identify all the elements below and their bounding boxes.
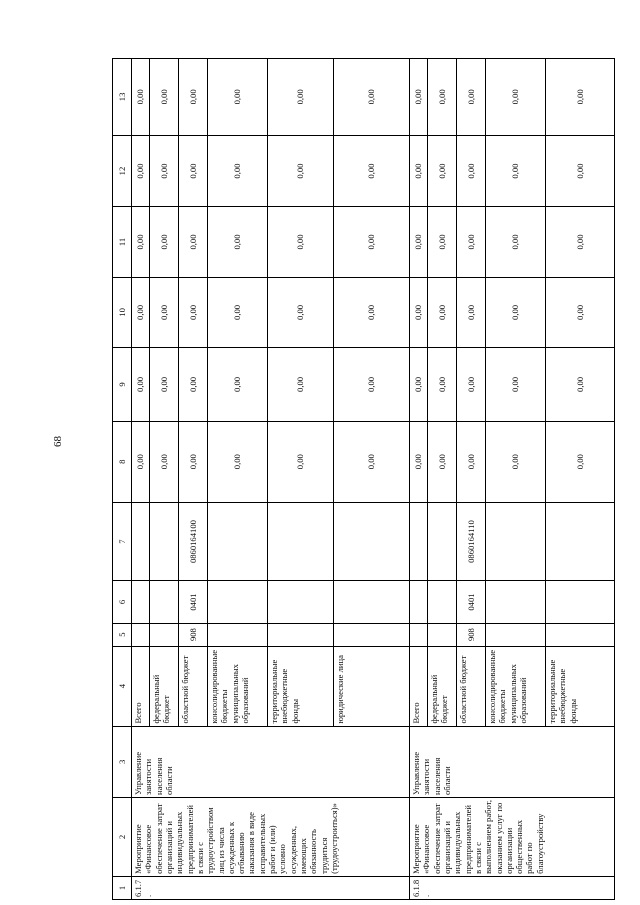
header-cell: 9 bbox=[113, 348, 132, 422]
code-cell bbox=[268, 502, 334, 581]
item-number-cell: 6.1.8. bbox=[410, 876, 615, 899]
value-cell: 0,00 bbox=[208, 59, 268, 136]
code-cell bbox=[428, 623, 457, 646]
code-cell: 908 bbox=[179, 623, 208, 646]
value-cell: 0,00 bbox=[486, 207, 546, 277]
value-cell: 0,00 bbox=[132, 421, 150, 502]
value-cell: 0,00 bbox=[150, 59, 179, 136]
value-cell: 0,00 bbox=[334, 59, 410, 136]
value-cell: 0,00 bbox=[268, 59, 334, 136]
value-cell: 0,00 bbox=[208, 135, 268, 206]
value-cell: 0,00 bbox=[179, 207, 208, 277]
value-cell: 0,00 bbox=[150, 207, 179, 277]
value-cell: 0,00 bbox=[179, 421, 208, 502]
code-cell bbox=[546, 502, 615, 581]
header-cell: 11 bbox=[113, 207, 132, 277]
code-cell bbox=[268, 623, 334, 646]
value-cell: 0,00 bbox=[334, 421, 410, 502]
value-cell: 0,00 bbox=[410, 277, 428, 347]
activity-name-cell: Мероприятие «Финансовое обеспечение затрат организаций и индивидуальных предпринимателей в связи с выполнением работ, оказанием услуг по организации общественных работ по благоустройству bbox=[410, 798, 615, 877]
code-cell bbox=[150, 623, 179, 646]
value-cell: 0,00 bbox=[268, 135, 334, 206]
funding-source-cell: федеральный бюджет bbox=[150, 646, 179, 726]
value-cell: 0,00 bbox=[486, 277, 546, 347]
code-cell bbox=[208, 502, 268, 581]
funding-source-cell: консолидированные бюджеты муниципальных образований bbox=[208, 646, 268, 726]
code-cell bbox=[486, 581, 546, 623]
value-cell: 0,00 bbox=[428, 207, 457, 277]
header-cell: 13 bbox=[113, 59, 132, 136]
code-cell bbox=[410, 581, 428, 623]
code-cell bbox=[410, 623, 428, 646]
value-cell: 0,00 bbox=[179, 135, 208, 206]
value-cell: 0,00 bbox=[132, 207, 150, 277]
value-cell: 0,00 bbox=[132, 277, 150, 347]
value-cell: 0,00 bbox=[268, 277, 334, 347]
rotated-table-wrapper bbox=[112, 58, 586, 900]
code-cell bbox=[132, 502, 150, 581]
value-cell: 0,00 bbox=[132, 135, 150, 206]
code-cell bbox=[132, 623, 150, 646]
executor-cell: Управление занятости населения области bbox=[410, 726, 615, 797]
code-cell: 908 bbox=[457, 623, 486, 646]
funding-source-cell: юридические лица bbox=[334, 646, 410, 726]
value-cell: 0,00 bbox=[410, 207, 428, 277]
funding-source-cell: областной бюджет bbox=[179, 646, 208, 726]
funding-source-cell: территориальные внебюджетные фонды bbox=[546, 646, 615, 726]
header-cell: 4 bbox=[113, 646, 132, 726]
value-cell: 0,00 bbox=[486, 421, 546, 502]
code-cell bbox=[486, 502, 546, 581]
value-cell: 0,00 bbox=[486, 59, 546, 136]
header-cell: 6 bbox=[113, 581, 132, 623]
value-cell: 0,00 bbox=[428, 421, 457, 502]
value-cell: 0,00 bbox=[150, 348, 179, 422]
code-cell bbox=[208, 581, 268, 623]
code-cell bbox=[334, 502, 410, 581]
value-cell: 0,00 bbox=[132, 348, 150, 422]
value-cell: 0,00 bbox=[457, 207, 486, 277]
value-cell: 0,00 bbox=[546, 348, 615, 422]
table-row bbox=[410, 59, 428, 900]
table-row bbox=[132, 59, 150, 900]
page-number: 68 bbox=[52, 436, 64, 447]
header-cell: 8 bbox=[113, 421, 132, 502]
value-cell: 0,00 bbox=[546, 59, 615, 136]
value-cell: 0,00 bbox=[457, 59, 486, 136]
value-cell: 0,00 bbox=[457, 348, 486, 422]
budget-table bbox=[112, 58, 615, 900]
table-body bbox=[132, 59, 615, 900]
code-cell bbox=[150, 502, 179, 581]
value-cell: 0,00 bbox=[410, 421, 428, 502]
value-cell: 0,00 bbox=[150, 135, 179, 206]
funding-source-cell: Всего bbox=[410, 646, 428, 726]
code-cell: 0401 bbox=[457, 581, 486, 623]
value-cell: 0,00 bbox=[546, 207, 615, 277]
activity-name-cell: Мероприятие «Финансовое обеспечение затрат организаций и индивидуальных предпринимателей в связи с трудоустройством лиц из числа осужденных к отбыванию наказания в виде исправительных работ и (или) условно осужденных, имеющих обязанность трудиться (трудоустроиться)» bbox=[132, 798, 410, 877]
value-cell: 0,00 bbox=[334, 207, 410, 277]
code-cell bbox=[546, 623, 615, 646]
code-cell bbox=[208, 623, 268, 646]
code-cell bbox=[428, 581, 457, 623]
funding-source-cell: Всего bbox=[132, 646, 150, 726]
value-cell: 0,00 bbox=[179, 348, 208, 422]
value-cell: 0,00 bbox=[410, 59, 428, 136]
code-cell bbox=[546, 581, 615, 623]
value-cell: 0,00 bbox=[457, 135, 486, 206]
header-cell: 5 bbox=[113, 623, 132, 646]
value-cell: 0,00 bbox=[179, 59, 208, 136]
value-cell: 0,00 bbox=[334, 348, 410, 422]
value-cell: 0,00 bbox=[208, 277, 268, 347]
value-cell: 0,00 bbox=[150, 421, 179, 502]
value-cell: 0,00 bbox=[132, 59, 150, 136]
value-cell: 0,00 bbox=[268, 421, 334, 502]
code-cell bbox=[150, 581, 179, 623]
header-cell: 1 bbox=[113, 876, 132, 899]
funding-source-cell: консолидированные бюджеты муниципальных образований bbox=[486, 646, 546, 726]
code-cell bbox=[268, 581, 334, 623]
code-cell bbox=[132, 581, 150, 623]
code-cell bbox=[334, 623, 410, 646]
item-number-cell: 6.1.7. bbox=[132, 876, 410, 899]
header-cell: 3 bbox=[113, 726, 132, 797]
funding-source-cell: областной бюджет bbox=[457, 646, 486, 726]
value-cell: 0,00 bbox=[457, 421, 486, 502]
value-cell: 0,00 bbox=[546, 421, 615, 502]
funding-source-cell: территориальные внебюджетные фонды bbox=[268, 646, 334, 726]
value-cell: 0,00 bbox=[208, 348, 268, 422]
code-cell bbox=[428, 502, 457, 581]
value-cell: 0,00 bbox=[268, 348, 334, 422]
value-cell: 0,00 bbox=[486, 348, 546, 422]
value-cell: 0,00 bbox=[179, 277, 208, 347]
value-cell: 0,00 bbox=[208, 207, 268, 277]
header-cell: 12 bbox=[113, 135, 132, 206]
header-cell: 10 bbox=[113, 277, 132, 347]
value-cell: 0,00 bbox=[457, 277, 486, 347]
value-cell: 0,00 bbox=[334, 135, 410, 206]
value-cell: 0,00 bbox=[486, 135, 546, 206]
value-cell: 0,00 bbox=[428, 135, 457, 206]
value-cell: 0,00 bbox=[410, 348, 428, 422]
funding-source-cell: федеральный бюджет bbox=[428, 646, 457, 726]
code-cell: 0401 bbox=[179, 581, 208, 623]
code-cell bbox=[486, 623, 546, 646]
value-cell: 0,00 bbox=[546, 277, 615, 347]
code-cell bbox=[410, 502, 428, 581]
value-cell: 0,00 bbox=[410, 135, 428, 206]
code-cell bbox=[334, 581, 410, 623]
header-cell: 2 bbox=[113, 798, 132, 877]
code-cell: 0860164110 bbox=[457, 502, 486, 581]
value-cell: 0,00 bbox=[428, 59, 457, 136]
value-cell: 0,00 bbox=[428, 277, 457, 347]
value-cell: 0,00 bbox=[428, 348, 457, 422]
executor-cell: Управление занятости населения области bbox=[132, 726, 410, 797]
value-cell: 0,00 bbox=[150, 277, 179, 347]
value-cell: 0,00 bbox=[334, 277, 410, 347]
header-row bbox=[113, 59, 132, 900]
code-cell: 0860164100 bbox=[179, 502, 208, 581]
value-cell: 0,00 bbox=[546, 135, 615, 206]
header-cell: 7 bbox=[113, 502, 132, 581]
value-cell: 0,00 bbox=[208, 421, 268, 502]
value-cell: 0,00 bbox=[268, 207, 334, 277]
